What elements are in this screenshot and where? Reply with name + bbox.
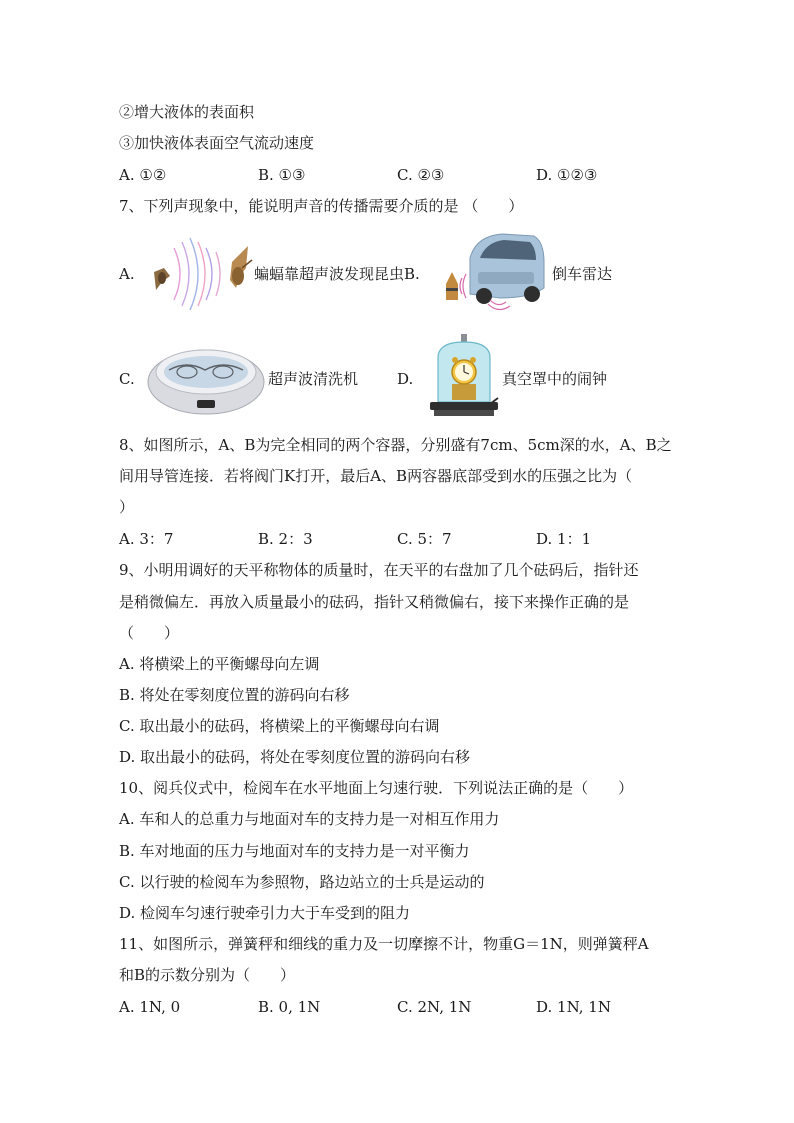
q11-option-d: D. 1N, 1N: [536, 998, 611, 1016]
q7-stem: 7、下列声现象中，能说明声音的传播需要介质的是 （ ）: [119, 197, 524, 215]
q8-option-b: B. 2：3: [258, 530, 313, 548]
q6-statement-3: ③加快液体表面空气流动速度: [119, 134, 315, 152]
q8-stem-line-3: ）: [119, 498, 135, 516]
q11-option-b: B. 0, 1N: [258, 998, 321, 1016]
q8-option-a: A. 3：7: [119, 530, 174, 548]
q6-option-a: A. ①②: [119, 166, 167, 184]
q7-option-a-text: 蝙蝠靠超声波发现昆虫B.: [254, 265, 420, 283]
q9-option-c: C. 取出最小的砝码，将横梁上的平衡螺母向右调: [119, 717, 440, 735]
bat-ultrasound-picture: [150, 232, 254, 316]
q11-option-a: A. 1N, 0: [119, 998, 181, 1016]
q8-stem-line-1: 8、如图所示，A、B为完全相同的两个容器，分别盛有7cm、5cm深的水，A、B之: [119, 436, 672, 454]
ultrasonic-cleaner-picture: [145, 336, 267, 418]
q7-option-d-letter: D.: [397, 370, 414, 388]
q7-option-c-letter: C.: [119, 370, 135, 388]
q7-option-c-text: 超声波清洗机: [268, 370, 359, 388]
q7-option-b-text: 倒车雷达: [552, 265, 613, 283]
q9-stem-line-2: 是稍微偏左．再放入质量最小的砝码，指针又稍微偏右，接下来操作正确的是: [119, 593, 630, 611]
q11-stem-line-2: 和B的示数分别为（ ）: [119, 966, 296, 984]
q7-option-a-letter: A.: [119, 265, 135, 283]
q6-option-b: B. ①③: [258, 166, 306, 184]
vacuum-bell-jar-alarm-clock-picture: [428, 332, 500, 420]
q9-option-b: B. 将处在零刻度位置的游码向右移: [119, 686, 350, 704]
q6-statement-2: ②增大液体的表面积: [119, 103, 255, 121]
q8-option-d: D. 1：1: [536, 530, 592, 548]
q10-option-d: D. 检阅车匀速行驶牵引力大于车受到的阻力: [119, 904, 411, 922]
q9-option-d: D. 取出最小的砝码，将处在零刻度位置的游码向右移: [119, 748, 471, 766]
q10-option-b: B. 车对地面的压力与地面对车的支持力是一对平衡力: [119, 842, 470, 860]
q9-stem-line-3: （ ）: [119, 624, 180, 642]
car-reversing-radar-picture: [440, 228, 550, 316]
q10-option-a: A. 车和人的总重力与地面对车的支持力是一对相互作用力: [119, 810, 500, 828]
q6-option-c: C. ②③: [397, 166, 445, 184]
q9-stem-line-1: 9、小明用调好的天平称物体的质量时，在天平的右盘加了几个砝码后，指针还: [119, 561, 639, 579]
q8-option-c: C. 5：7: [397, 530, 452, 548]
q8-stem-line-2: 间用导管连接．若将阀门K打开，最后A、B两容器底部受到水的压强之比为（: [119, 467, 633, 485]
q11-option-c: C. 2N, 1N: [397, 998, 472, 1016]
q10-stem: 10、阅兵仪式中，检阅车在水平地面上匀速行驶．下列说法正确的是（ ）: [119, 779, 634, 797]
q9-option-a: A. 将横梁上的平衡螺母向左调: [119, 655, 320, 673]
q6-option-d: D. ①②③: [536, 166, 598, 184]
q11-stem-line-1: 11、如图所示，弹簧秤和细线的重力及一切摩擦不计，物重G＝1N，则弹簧秤A: [119, 935, 649, 953]
q7-option-d-text: 真空罩中的闹钟: [502, 370, 608, 388]
q10-option-c: C. 以行驶的检阅车为参照物，路边站立的士兵是运动的: [119, 873, 485, 891]
